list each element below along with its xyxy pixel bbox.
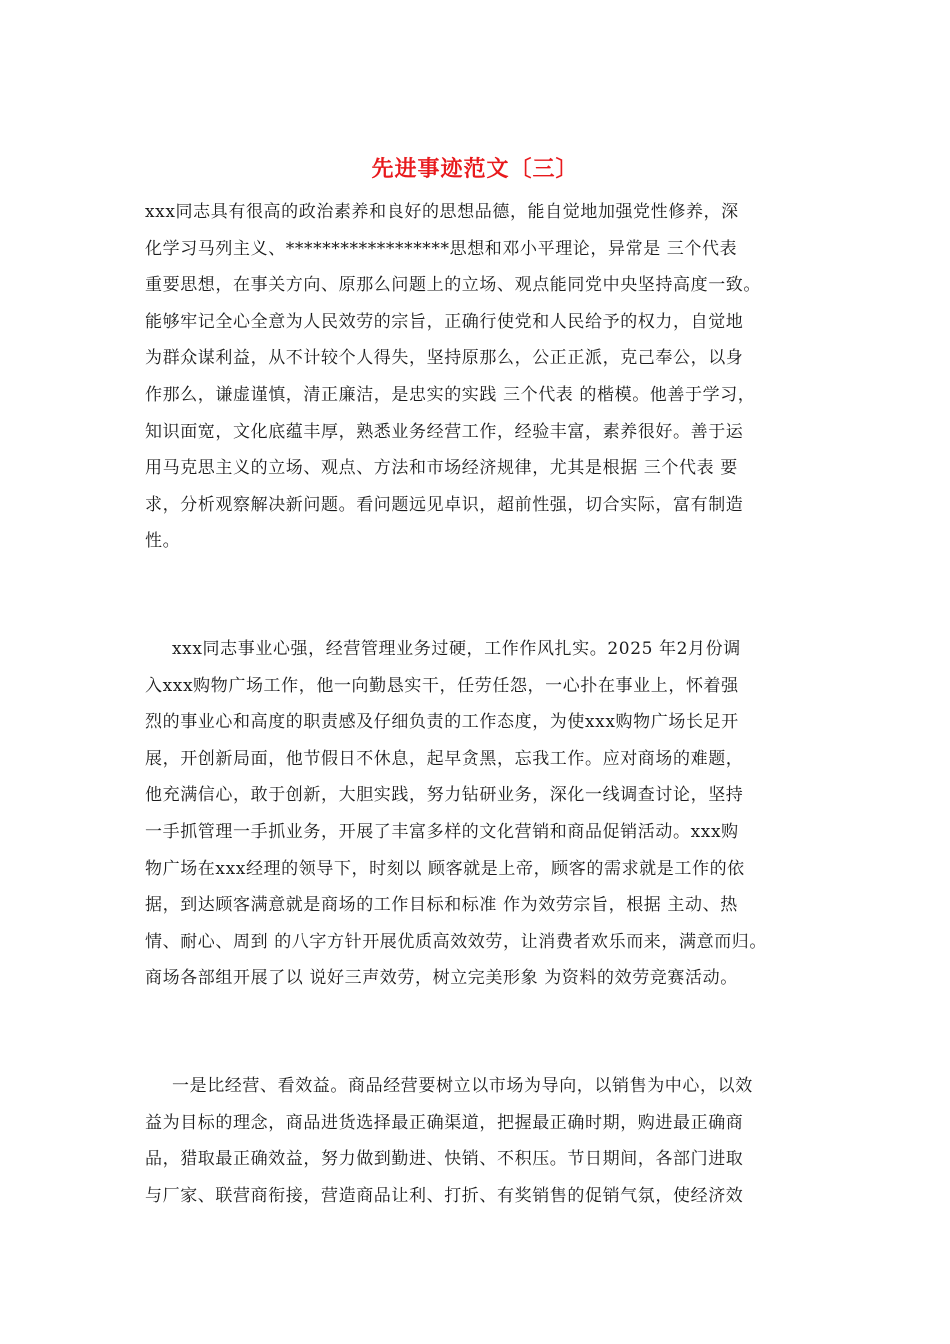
text-line: 入xxx购物广场工作，他一向勤恳实干，任劳任怨，一心扑在事业上，怀着强 (145, 675, 739, 696)
text-line: 情、耐心、周到 的八字方针开展优质高效效劳，让消费者欢乐而来，满意而归。 (145, 931, 768, 952)
text-line: 他充满信心，敢于创新，大胆实践，努力钻研业务，深化一线调查讨论，坚持 (145, 785, 744, 806)
text-line: 求，分析观察解决新问题。看问题远见卓识，超前性强，切合实际，富有制造 (145, 494, 744, 515)
text-line: xxx同志具有很高的政治素养和良好的思想品德，能自觉地加强党性修养，深 (145, 202, 739, 222)
text-line: 据，到达顾客满意就是商场的工作目标和标准 作为效劳宗旨，根据 主动、热 (145, 895, 738, 916)
document-title: 先进事迹范文〔三〕 (371, 156, 579, 182)
text-line: 知识面宽，文化底蕴丰厚，熟悉业务经营工作，经验丰富，素养很好。善于运 (145, 421, 744, 442)
text-line: 为群众谋利益，从不计较个人得失，坚持原那么，公正正派，克己奉公，以身 (145, 348, 744, 369)
text-line: 作那么，谦虚谨慎，清正廉洁，是忠实的实践 三个代表 的楷模。他善于学习， (145, 384, 756, 405)
text-line: 一是比经营、看效益。商品经营要树立以市场为导向，以销售为中心，以效 (172, 1076, 753, 1096)
text-line: xxx同志事业心强，经营管理业务过硬，工作作风扎实。2025 年2月份调 (172, 639, 741, 659)
text-line: 与厂家、联营商衔接，营造商品让利、打折、有奖销售的促销气氛，使经济效 (145, 1185, 744, 1206)
paragraph-2 (145, 631, 825, 997)
text-line: 重要思想，在事关方向、原那么问题上的立场、观点能同党中央坚持高度一致。 (145, 275, 761, 296)
text-line: 用马克思主义的立场、观点、方法和市场经济规律，尤其是根据 三个代表 要 (145, 458, 738, 479)
paragraph-3 (145, 1068, 825, 1214)
text-line: 展，开创新局面，他节假日不休息，起早贪黑，忘我工作。应对商场的难题， (145, 748, 744, 769)
text-line: 烈的事业心和高度的职责感及仔细负责的工作态度，为使xxx购物广场长足开 (145, 712, 739, 733)
text-line: 性。 (145, 531, 181, 552)
text-line: 化学习马列主义、******************思想和邓小平理论，异常是 三个代表 (145, 238, 738, 259)
text-line: 一手抓管理一手抓业务，开展了丰富多样的文化营销和商品促销活动。xxx购 (145, 821, 739, 842)
text-line: 益为目标的理念，商品进货选择最正确渠道，把握最正确时期，购进最正确商 (145, 1112, 744, 1133)
text-line: 品，猎取最正确效益，努力做到勤进、快销、不积压。节日期间，各部门进取 (145, 1149, 744, 1170)
text-line: 商场各部组开展了以 说好三声效劳，树立完美形象 为资料的效劳竞赛活动。 (145, 968, 738, 989)
text-line: 能够牢记全心全意为人民效劳的宗旨，正确行使党和人民给予的权力，自觉地 (145, 311, 744, 332)
text-line: 物广场在xxx经理的领导下，时刻以 顾客就是上帝，顾客的需求就是工作的依 (145, 858, 745, 879)
paragraph-1 (145, 194, 825, 560)
